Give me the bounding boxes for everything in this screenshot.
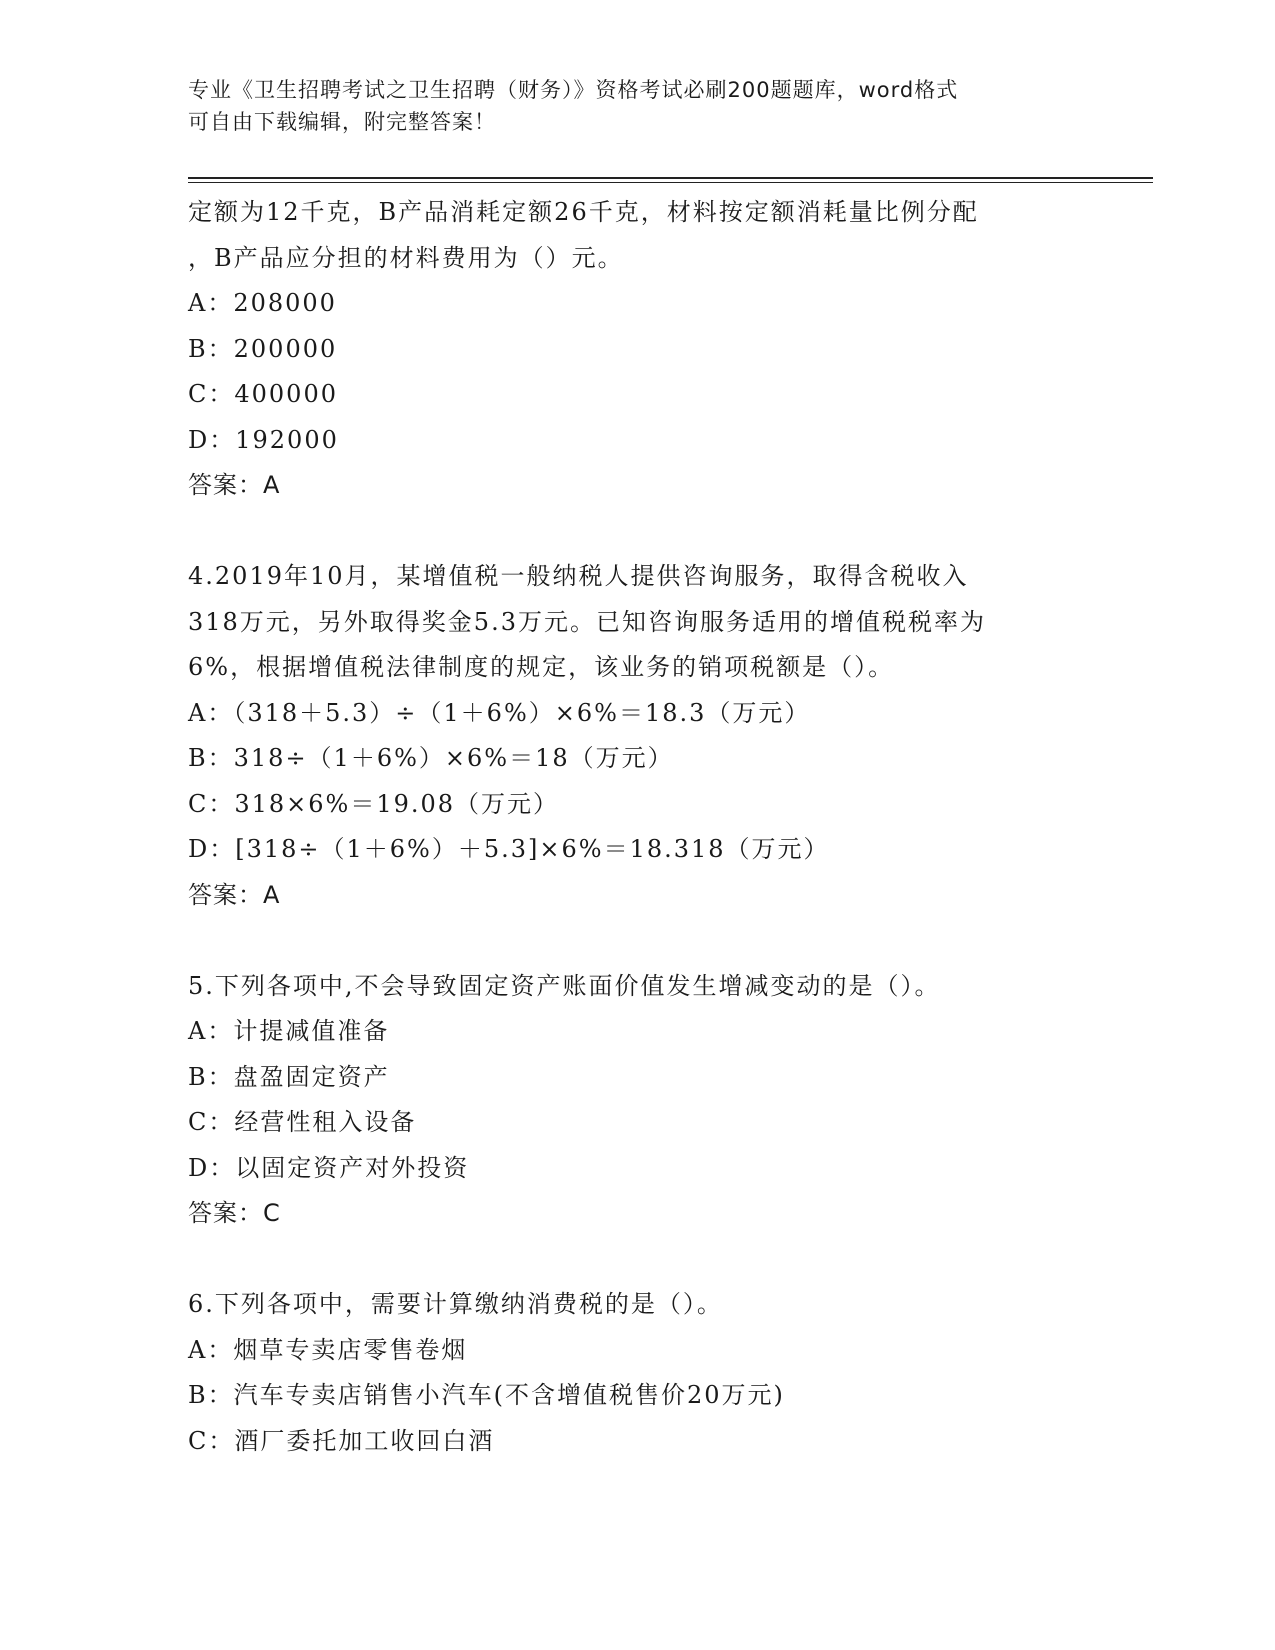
header-divider-thin: [188, 182, 1153, 183]
question-stem-line: 6.下列各项中，需要计算缴纳消费税的是（）。: [188, 1290, 723, 1318]
option-d: D：以固定资产对外投资: [188, 1153, 470, 1182]
question-stem-line: ，B产品应分担的材料费用为（）元。: [188, 243, 624, 272]
question-list: [188, 190, 1148, 1464]
option-c: C：318×6%＝19.08（万元）: [188, 789, 560, 818]
spacer: [188, 509, 1148, 555]
question-stem-line: 6%，根据增值税法律制度的规定，该业务的销项税额是（）。: [188, 653, 895, 681]
option-b: B：318÷（1＋6%）×6%＝18（万元）: [188, 744, 674, 772]
spacer: [188, 918, 1148, 964]
question-stem-line: 4.2019年10月，某增值税一般纳税人提供咨询服务，取得含税收入: [188, 562, 969, 590]
question-4: [188, 554, 1148, 918]
option-c: C：酒厂委托加工收回白酒: [188, 1426, 495, 1455]
header-divider-thick: [188, 177, 1153, 179]
answer-label: 答案：A: [188, 880, 281, 909]
question-stem-line: 定额为12千克，B产品消耗定额26千克，材料按定额消耗量比例分配: [188, 198, 979, 226]
option-c: C：400000: [188, 380, 338, 408]
question-stem-line: 5.下列各项中,不会导致固定资产账面价值发生增减变动的是（）。: [188, 971, 941, 1000]
option-d: D：[318÷（1＋6%）＋5.3]×6%＝18.318（万元）: [188, 835, 830, 863]
option-d: D：192000: [188, 425, 339, 454]
option-b: B：汽车专卖店销售小汽车(不含增值税售价20万元): [188, 1381, 785, 1409]
spacer: [188, 1237, 1148, 1283]
answer-label: 答案：C: [188, 1199, 281, 1227]
option-a: A：烟草专卖店零售卷烟: [188, 1335, 468, 1364]
question-3: [188, 190, 1148, 509]
answer-label: 答案：A: [188, 471, 281, 499]
header-title-line-1: 专业《卫生招聘考试之卫生招聘（财务）》资格考试必刷200题题库，word格式: [188, 78, 959, 102]
option-a: A：（318＋5.3）÷（1＋6%）×6%＝18.3（万元）: [188, 698, 811, 727]
header-title-line-2: 可自由下载编辑，附完整答案！: [188, 110, 496, 134]
option-b: B：盘盈固定资产: [188, 1062, 390, 1091]
option-b: B：200000: [188, 334, 338, 363]
document-header: [188, 74, 1088, 138]
question-6: [188, 1282, 1148, 1464]
question-5: [188, 964, 1148, 1237]
option-a: A：208000: [188, 289, 337, 317]
option-a: A：计提减值准备: [188, 1017, 390, 1045]
option-c: C：经营性租入设备: [188, 1108, 417, 1136]
question-stem-line: 318万元，另外取得奖金5.3万元。已知咨询服务适用的增值税税率为: [188, 607, 986, 636]
